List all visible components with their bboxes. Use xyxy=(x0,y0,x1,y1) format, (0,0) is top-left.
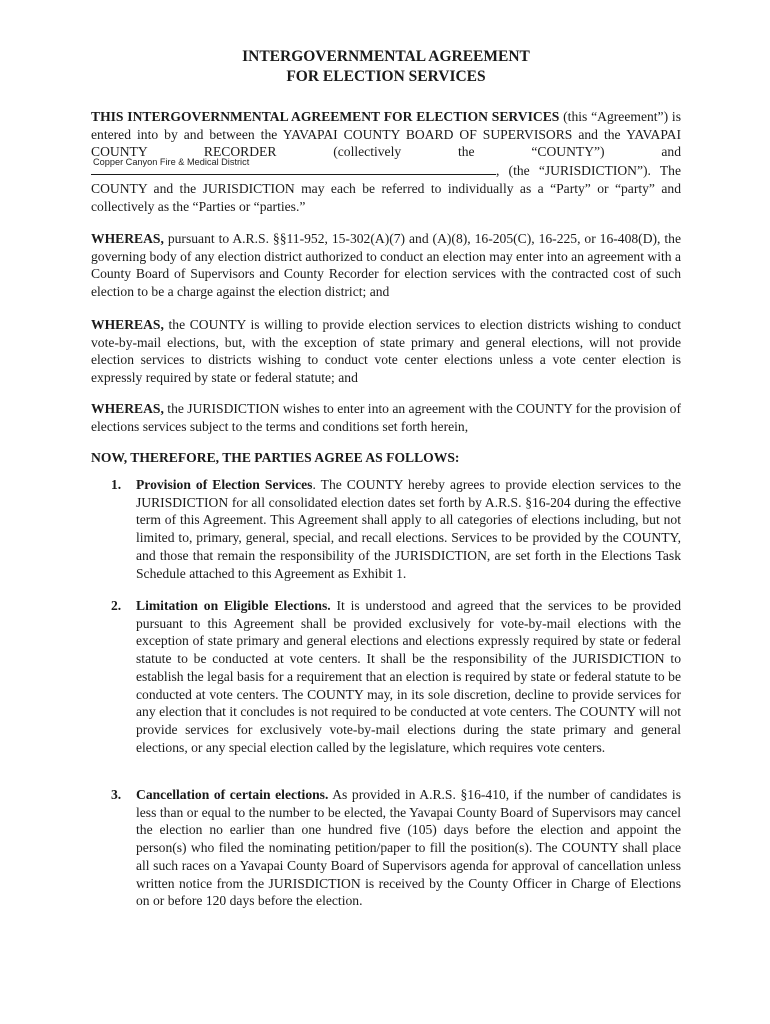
section-body xyxy=(136,786,681,910)
section-body xyxy=(136,597,681,756)
section-number: 1. xyxy=(111,477,122,492)
whereas-text-1: pursuant to A.R.S. §§11-952, 15-302(A)(7) and (A)(8), 16-205(C), 16-225, or 16-408(D), the governing body of any election district authorized to conduct an election may enter into an agreement with a County Board of Supervisors and County Recorder for election services with the contracted cost of such election to be a charge against the election district; and xyxy=(91,231,681,300)
intro-text-1: (this “Agreement”) is entered into by and between the YAVAPAI COUNTY BOARD OF SUPERVISORS and the YAVAPAI COUNTY RECORDER (collectively the “COUNTY”) and xyxy=(91,109,682,160)
section-1 xyxy=(111,476,681,582)
intro-text-2: , (the “JURISDICTION”). The COUNTY and the JURISDICTION may each be referred to individually as a “Party” or “party” and collectively as the “Parties or “parties.” xyxy=(91,163,681,214)
section-3 xyxy=(111,786,681,910)
whereas-text-2: the COUNTY is willing to provide election services to election districts wishing to conduct vote-by-mail elections, but, with the exception of state primary and general elections, will not provide election services to districts wishing to conduct vote center elections unless a vote center election is expressly required by state or federal statute; and xyxy=(91,317,681,386)
section-text: As provided in A.R.S. §16-410, if the number of candidates is less than or equal to the number to be elected, the Yavapai County Board of Supervisors may cancel the election no earlier than one hundred five (105) days before the election and appoint the person(s) who filed the nominating petition/paper to fill the position(s). The COUNTY shall place all such races on a Yavapai County Board of Supervisors agenda for approval of cancellation unless written notice from the JURISDICTION is received by the County Officer in Charge of Elections on or before 120 days before the election. xyxy=(136,787,681,909)
whereas-lead-1: WHEREAS, xyxy=(91,231,164,246)
whereas-paragraph-3 xyxy=(91,400,681,435)
section-body xyxy=(136,476,681,582)
section-text: It is understood and agreed that the services to be provided pursuant to this Agreement shall be provided exclusively for vote-by-mail elections with the exception of state primary and general elections and elections expressly required by state or federal statute to be conducted at vote centers. It shall be the responsibility of the JURISDICTION to establish the legal basis for a requirement that an election is required by state or federal statute to be conducted at vote centers. The COUNTY may, in its sole discretion, decline to provide services for any election that it concludes is not required to be conducted at vote centers. The COUNTY will not provide services for exclusively vote-by-mail elections during the state primary and general elections, or any special election called by the legislature, which requires vote centers. xyxy=(136,598,681,755)
whereas-paragraph-2 xyxy=(91,316,681,387)
agreement-heading: NOW, THEREFORE, THE PARTIES AGREE AS FOLLOWS: xyxy=(91,450,460,465)
jurisdiction-blank-line xyxy=(91,157,496,175)
whereas-lead-3: WHEREAS, xyxy=(91,401,164,416)
document-title-line-2: FOR ELECTION SERVICES xyxy=(286,68,486,85)
section-number: 3. xyxy=(111,787,122,802)
whereas-lead-2: WHEREAS, xyxy=(91,317,164,332)
intro-lead: THIS INTERGOVERNMENTAL AGREEMENT FOR ELECTION SERVICES xyxy=(91,109,560,124)
whereas-paragraph-1 xyxy=(91,230,681,301)
section-number: 2. xyxy=(111,598,122,613)
intro-paragraph xyxy=(91,108,681,215)
document-title-line-1: INTERGOVERNMENTAL AGREEMENT xyxy=(242,48,530,65)
section-heading: Limitation on Eligible Elections. xyxy=(136,598,331,613)
section-text: . The COUNTY hereby agrees to provide election services to the JURISDICTION for all consolidated election dates set forth by A.R.S. §16-204 during the effective term of this Agreement. This Agreement shall apply to all categories of elections including, but not limited to, primary, general, special, and recall elections. Services to be provided by the COUNTY, and those that remain the responsibility of the JURISDICTION, are set forth in the Elections Task Schedule attached to this Agreement as Exhibit 1. xyxy=(136,477,681,581)
jurisdiction-name-fill: Copper Canyon Fire & Medical District xyxy=(93,157,250,168)
section-2 xyxy=(111,597,681,756)
section-heading: Provision of Election Services xyxy=(136,477,313,492)
section-heading: Cancellation of certain elections. xyxy=(136,787,329,802)
whereas-text-3: the JURISDICTION wishes to enter into an agreement with the COUNTY for the provision of elections services subject to the terms and conditions set forth herein, xyxy=(91,401,681,434)
